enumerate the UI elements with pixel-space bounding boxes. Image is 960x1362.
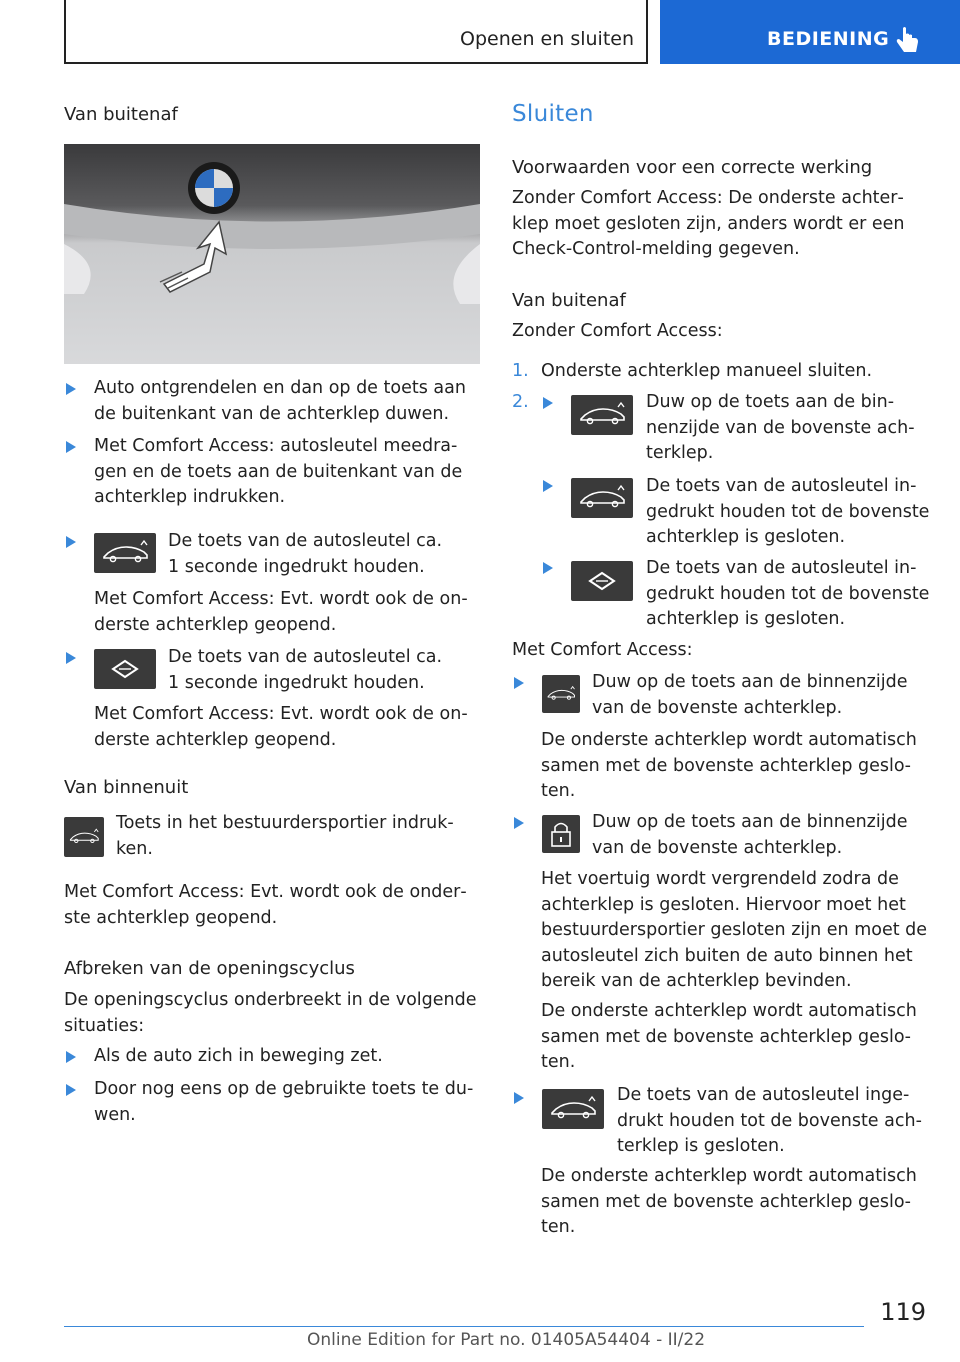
list-item-note: Met Comfort Access: Evt. wordt ook de onderste achterklep geopend. bbox=[94, 704, 468, 750]
bullet-marker bbox=[543, 562, 553, 574]
step-text: Onderste achterklep manueel sluiten. bbox=[541, 361, 873, 381]
bullet-marker bbox=[66, 1084, 76, 1096]
footer-divider bbox=[64, 1326, 864, 1327]
bullet-marker bbox=[66, 536, 76, 548]
page-number: 119 bbox=[880, 1298, 926, 1326]
list-item-note: Het voertuig wordt vergrendeld zodra de achterklep is gesloten. Hiervoor moet het bestuurdersportier gesloten zijn en moet de autosleutel zich buiten de auto binnen het bereik van de achterklep bevinden. bbox=[541, 869, 928, 991]
list-item-note: De onderste achterklep wordt automatisch samen met de bovenste achterklep gesloten. bbox=[541, 1001, 917, 1072]
list-item: De toets van de autosleutel ingedrukt houden tot de bovenste achterklep is gesloten. bbox=[617, 1085, 922, 1156]
heading-from-outside-close: Van buitenaf bbox=[512, 290, 626, 311]
bullet-marker bbox=[514, 677, 524, 689]
bullet-marker bbox=[66, 652, 76, 664]
inside-comfort-text: Met Comfort Access: Evt. wordt ook de onderste achterklep geopend. bbox=[64, 882, 467, 928]
list-item-note: Met Comfort Access: Evt. wordt ook de onderste achterklep geopend. bbox=[94, 589, 468, 635]
list-item: Duw op de toets aan de binnenzijde van de bovenste achterklep. bbox=[646, 392, 915, 463]
bullet-marker bbox=[543, 397, 553, 409]
inside-text: Toets in het bestuurdersportier indrukken. bbox=[116, 813, 454, 859]
heading-conditions: Voorwaarden voor een correcte werking bbox=[512, 157, 873, 178]
pointing-hand-icon bbox=[895, 26, 921, 56]
car-key-tailgate-icon bbox=[542, 1089, 604, 1129]
door-tailgate-button-icon bbox=[64, 817, 104, 857]
tailgate-inside-button-icon bbox=[571, 395, 633, 435]
heading-cancel: Afbreken van de openingscyclus bbox=[64, 958, 355, 979]
list-item: Auto ontgrendelen en dan op de toets aan de buitenkant van de achterklep duwen. bbox=[94, 378, 466, 424]
heading-from-outside: Van buitenaf bbox=[64, 104, 178, 125]
list-item: Door nog eens op de gebruikte toets te duwen. bbox=[94, 1079, 474, 1125]
car-key-tailgate-icon bbox=[94, 533, 156, 573]
diamond-key-icon bbox=[571, 561, 633, 601]
lock-icon bbox=[542, 815, 580, 853]
with-comfort-label: Met Comfort Access: bbox=[512, 640, 693, 660]
step-number: 1. bbox=[512, 361, 529, 381]
bullet-marker bbox=[66, 1051, 76, 1063]
heading-from-inside: Van binnenuit bbox=[64, 777, 189, 798]
list-item-note: De onderste achterklep wordt automatisch samen met de bovenste achterklep gesloten. bbox=[541, 1166, 917, 1237]
step-number: 2. bbox=[512, 392, 529, 412]
car-key-tailgate-icon bbox=[571, 478, 633, 518]
bullet-marker bbox=[514, 1092, 524, 1104]
tailgate-inside-button-icon bbox=[542, 675, 580, 713]
diamond-key-icon bbox=[94, 649, 156, 689]
list-item: Duw op de toets aan de binnenzijde van de bovenste achterklep. bbox=[592, 672, 908, 718]
conditions-text: Zonder Comfort Access: De onderste achterklep moet gesloten zijn, anders wordt er een Check-Control-melding gegeven. bbox=[512, 188, 905, 259]
list-item: Duw op de toets aan de binnenzijde van de bovenste achterklep. bbox=[592, 812, 908, 858]
list-item-note: De onderste achterklep wordt automatisch samen met de bovenste achterklep gesloten. bbox=[541, 730, 917, 801]
bullet-marker bbox=[543, 480, 553, 492]
tailgate-photo bbox=[64, 144, 480, 364]
footer-edition: Online Edition for Part no. 01405A54404 - II/22 bbox=[307, 1330, 706, 1350]
list-item: De toets van de autosleutel ca. 1 seconde ingedrukt houden. bbox=[168, 647, 443, 693]
cancel-text: De openingscyclus onderbreekt in de volgende situaties: bbox=[64, 990, 477, 1036]
bullet-marker bbox=[514, 817, 524, 829]
section-heading-closing: Sluiten bbox=[512, 101, 594, 127]
section-title: Openen en sluiten bbox=[460, 28, 634, 50]
list-item: De toets van de autosleutel ingedrukt houden tot de bovenste achterklep is gesloten. bbox=[646, 558, 930, 629]
section-tab-label[interactable]: BEDIENING bbox=[767, 28, 890, 50]
list-item: Als de auto zich in beweging zet. bbox=[94, 1046, 383, 1066]
list-item: De toets van de autosleutel ingedrukt houden tot de bovenste achterklep is gesloten. bbox=[646, 476, 930, 547]
list-item: Met Comfort Access: autosleutel meedragen en de toets aan de buitenkant van de achterklep indrukken. bbox=[94, 436, 463, 507]
bullet-marker bbox=[66, 441, 76, 453]
list-item: De toets van de autosleutel ca. 1 seconde ingedrukt houden. bbox=[168, 531, 443, 577]
bullet-marker bbox=[66, 383, 76, 395]
no-comfort-label: Zonder Comfort Access: bbox=[512, 321, 723, 341]
